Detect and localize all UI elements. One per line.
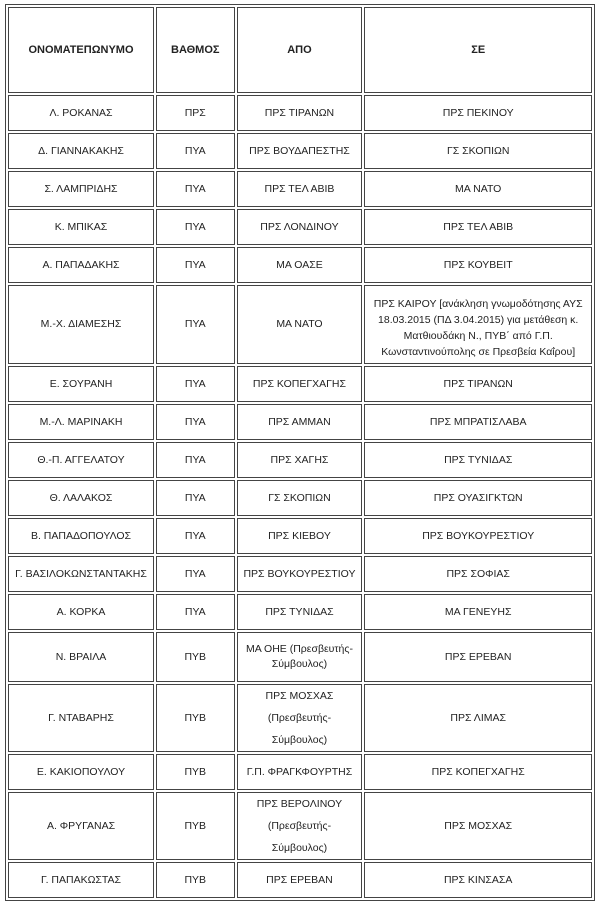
cell-name: Λ. ΡΟΚΑΝΑΣ	[8, 95, 154, 131]
cell-rank: ΠΥΑ	[156, 480, 235, 516]
cell-name: Α. ΦΡΥΓΑΝΑΣ	[8, 792, 154, 860]
cell-to: ΠΡΣ ΤΕΛ ΑΒΙΒ	[364, 209, 592, 245]
cell-rank: ΠΡΣ	[156, 95, 235, 131]
cell-name: Β. ΠΑΠΑΔΟΠΟΥΛΟΣ	[8, 518, 154, 554]
cell-rank: ΠΥΒ	[156, 792, 235, 860]
header-to: ΣΕ	[364, 7, 592, 93]
table-row	[8, 171, 592, 207]
cell-from: ΠΡΣ ΤΕΛ ΑΒΙΒ	[237, 171, 363, 207]
cell-from: ΠΡΣ ΒΕΡΟΛΙΝΟΥ (Πρεσβευτής-Σύμβουλος)	[237, 792, 363, 860]
cell-rank: ΠΥΑ	[156, 442, 235, 478]
cell-from: ΠΡΣ ΜΟΣΧΑΣ (Πρεσβευτής-Σύμβουλος)	[237, 684, 363, 752]
cell-name: Γ. ΠΑΠΑΚΩΣΤΑΣ	[8, 862, 154, 898]
table-row	[8, 95, 592, 131]
cell-name: Α. ΠΑΠΑΔΑΚΗΣ	[8, 247, 154, 283]
table-row	[8, 247, 592, 283]
cell-from: ΠΡΣ ΕΡΕΒΑΝ	[237, 862, 363, 898]
cell-name: Κ. ΜΠΙΚΑΣ	[8, 209, 154, 245]
cell-name: Θ. ΛΑΛΑΚΟΣ	[8, 480, 154, 516]
cell-rank: ΠΥΒ	[156, 862, 235, 898]
cell-to: ΜΑ ΓΕΝΕΥΗΣ	[364, 594, 592, 630]
cell-from: ΠΡΣ ΛΟΝΔΙΝΟΥ	[237, 209, 363, 245]
cell-to: ΠΡΣ ΚΑΙΡΟΥ [ανάκληση γνωμοδότησης ΑΥΣ 18.03.2015 (ΠΔ 3.04.2015) για μετάθεση κ. Ματθιουδάκη Ν., ΠΥΒ΄ από Γ.Π. Κωνσταντινούπολης σε Πρεσβεία Καΐρου]	[364, 285, 592, 364]
cell-name: Ε. ΚΑΚΙΟΠΟΥΛΟΥ	[8, 754, 154, 790]
cell-from: ΠΡΣ ΒΟΥΔΑΠΕΣΤΗΣ	[237, 133, 363, 169]
cell-rank: ΠΥΑ	[156, 209, 235, 245]
cell-from: Γ.Π. ΦΡΑΓΚΦΟΥΡΤΗΣ	[237, 754, 363, 790]
cell-from: ΜΑ ΟΗΕ (Πρεσβευτής-Σύμβουλος)	[237, 632, 363, 682]
cell-to: ΠΡΣ ΛΙΜΑΣ	[364, 684, 592, 752]
cell-to: ΠΡΣ ΤΥΝΙΔΑΣ	[364, 442, 592, 478]
cell-from: ΠΡΣ ΚΙΕΒΟΥ	[237, 518, 363, 554]
cell-rank: ΠΥΑ	[156, 404, 235, 440]
table-row	[8, 632, 592, 682]
header-from: ΑΠΟ	[237, 7, 363, 93]
cell-rank: ΠΥΑ	[156, 366, 235, 402]
transfers-table	[5, 4, 595, 901]
cell-from: ΓΣ ΣΚΟΠΙΩΝ	[237, 480, 363, 516]
table-row	[8, 518, 592, 554]
cell-rank: ΠΥΒ	[156, 632, 235, 682]
cell-to: ΠΡΣ ΒΟΥΚΟΥΡΕΣΤΙΟΥ	[364, 518, 592, 554]
cell-name: Α. ΚΟΡΚΑ	[8, 594, 154, 630]
cell-rank: ΠΥΑ	[156, 285, 235, 364]
cell-name: Σ. ΛΑΜΠΡΙΔΗΣ	[8, 171, 154, 207]
cell-name: Μ.-Λ. ΜΑΡΙΝΑΚΗ	[8, 404, 154, 440]
header-name: ΟΝΟΜΑΤΕΠΩΝΥΜΟ	[8, 7, 154, 93]
cell-name: Ν. ΒΡΑΙΛΑ	[8, 632, 154, 682]
cell-to: ΠΡΣ ΕΡΕΒΑΝ	[364, 632, 592, 682]
cell-from: ΠΡΣ ΒΟΥΚΟΥΡΕΣΤΙΟΥ	[237, 556, 363, 592]
table-row	[8, 862, 592, 898]
cell-from: ΜΑ ΟΑΣΕ	[237, 247, 363, 283]
table-row	[8, 556, 592, 592]
cell-name: Γ. ΒΑΣΙΛΟΚΩΝΣΤΑΝΤΑΚΗΣ	[8, 556, 154, 592]
cell-rank: ΠΥΑ	[156, 133, 235, 169]
table-row	[8, 404, 592, 440]
cell-rank: ΠΥΒ	[156, 754, 235, 790]
table-row	[8, 133, 592, 169]
cell-name: Γ. ΝΤΑΒΑΡΗΣ	[8, 684, 154, 752]
cell-from: ΠΡΣ ΤΙΡΑΝΩΝ	[237, 95, 363, 131]
cell-rank: ΠΥΑ	[156, 247, 235, 283]
table-row	[8, 754, 592, 790]
cell-to: ΠΡΣ ΚΟΥΒΕΙΤ	[364, 247, 592, 283]
cell-to: ΠΡΣ ΜΠΡΑΤΙΣΛΑΒΑ	[364, 404, 592, 440]
cell-rank: ΠΥΑ	[156, 171, 235, 207]
cell-from: ΠΡΣ ΤΥΝΙΔΑΣ	[237, 594, 363, 630]
cell-to: ΠΡΣ ΣΟΦΙΑΣ	[364, 556, 592, 592]
table-row	[8, 366, 592, 402]
cell-to: ΠΡΣ ΚΟΠΕΓΧΑΓΗΣ	[364, 754, 592, 790]
cell-name: Μ.-Χ. ΔΙΑΜΕΣΗΣ	[8, 285, 154, 364]
cell-to: ΠΡΣ ΤΙΡΑΝΩΝ	[364, 366, 592, 402]
table-row	[8, 684, 592, 752]
table-row	[8, 209, 592, 245]
cell-rank: ΠΥΑ	[156, 518, 235, 554]
cell-name: Δ. ΓΙΑΝΝΑΚΑΚΗΣ	[8, 133, 154, 169]
cell-rank: ΠΥΑ	[156, 594, 235, 630]
table-row	[8, 480, 592, 516]
cell-to: ΓΣ ΣΚΟΠΙΩΝ	[364, 133, 592, 169]
cell-name: Θ.-Π. ΑΓΓΕΛΑΤΟΥ	[8, 442, 154, 478]
cell-from: ΠΡΣ ΧΑΓΗΣ	[237, 442, 363, 478]
cell-rank: ΠΥΒ	[156, 684, 235, 752]
header-rank: ΒΑΘΜΟΣ	[156, 7, 235, 93]
table-row	[8, 594, 592, 630]
table-row	[8, 442, 592, 478]
cell-to: ΠΡΣ ΜΟΣΧΑΣ	[364, 792, 592, 860]
cell-rank: ΠΥΑ	[156, 556, 235, 592]
cell-from: ΠΡΣ ΑΜΜΑΝ	[237, 404, 363, 440]
table-row	[8, 285, 592, 364]
cell-name: Ε. ΣΟΥΡΑΝΗ	[8, 366, 154, 402]
cell-from: ΜΑ ΝΑΤΟ	[237, 285, 363, 364]
table-row	[8, 792, 592, 860]
cell-to: ΠΡΣ ΟΥΑΣΙΓΚΤΩΝ	[364, 480, 592, 516]
cell-to: ΜΑ ΝΑΤΟ	[364, 171, 592, 207]
cell-to: ΠΡΣ ΠΕΚΙΝΟΥ	[364, 95, 592, 131]
cell-to: ΠΡΣ ΚΙΝΣΑΣΑ	[364, 862, 592, 898]
table-header-row	[8, 7, 592, 93]
cell-from: ΠΡΣ ΚΟΠΕΓΧΑΓΗΣ	[237, 366, 363, 402]
